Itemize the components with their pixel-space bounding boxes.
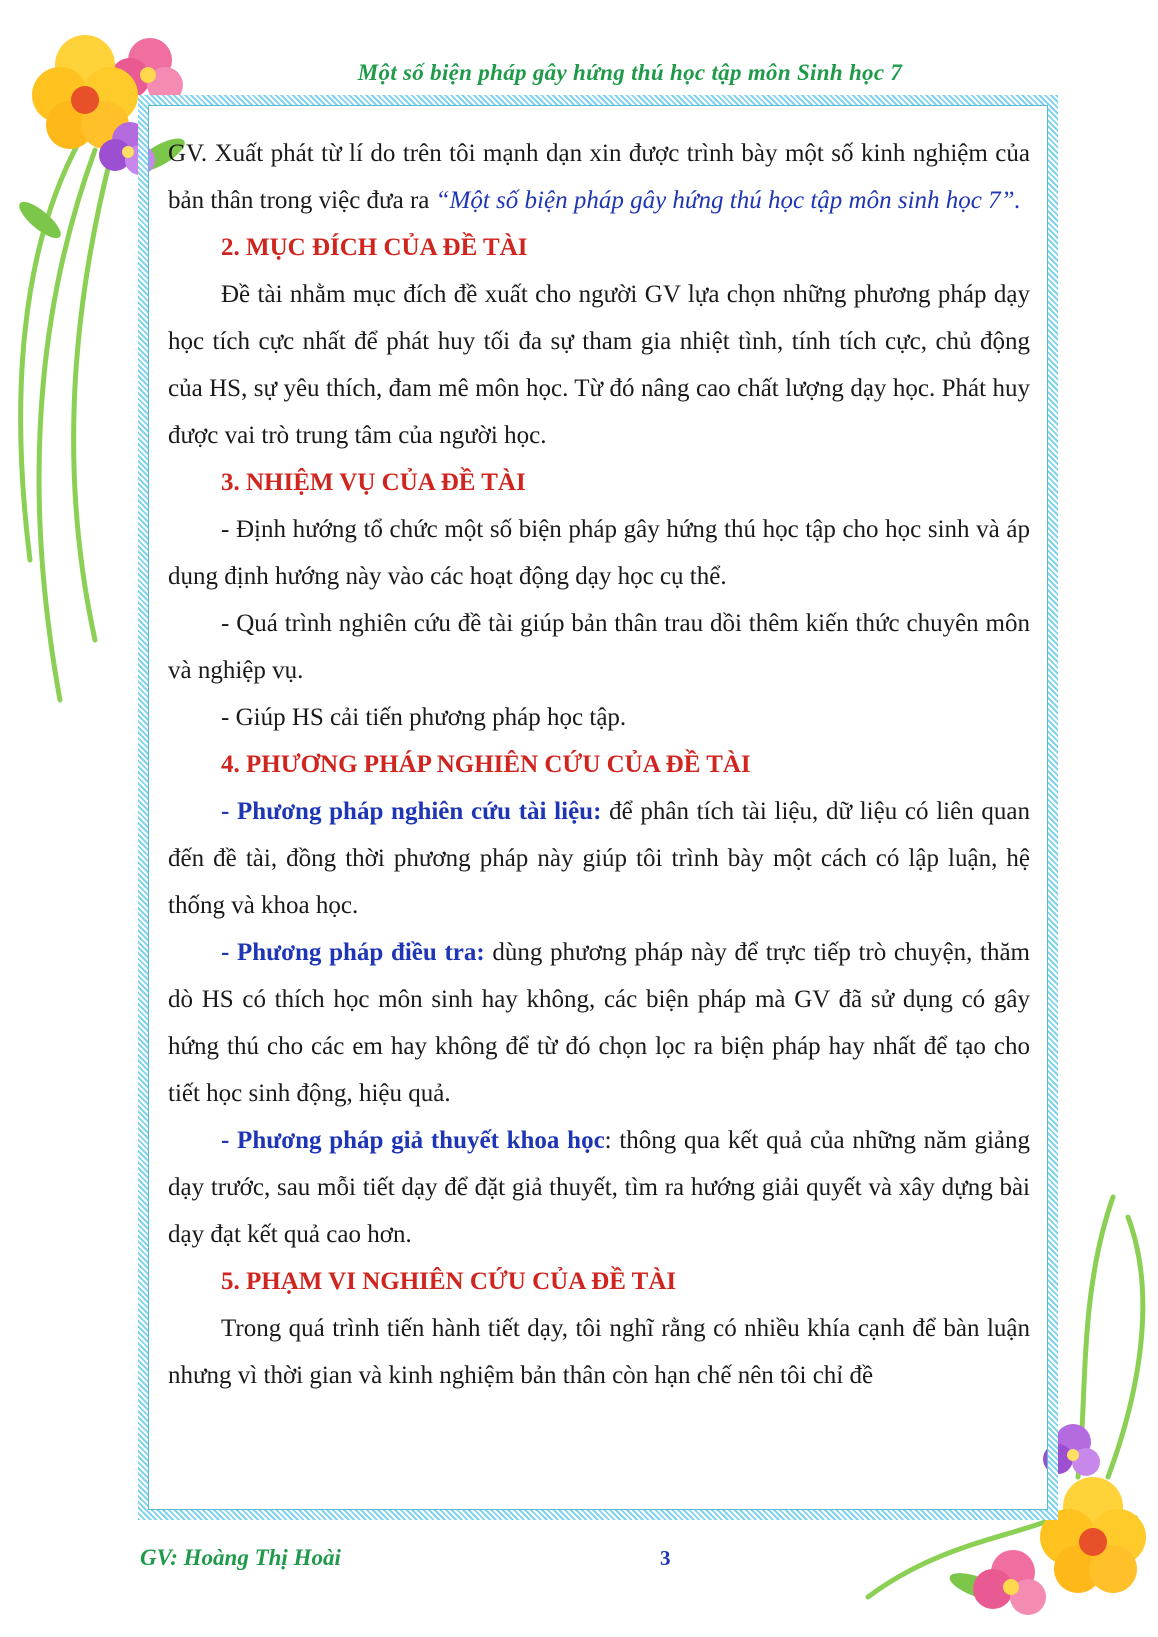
document-body [168, 130, 1030, 1399]
pink-flower-icon [973, 1550, 1046, 1615]
method-item: - Phương pháp nghiên cứu tài liệu: để phân tích tài liệu, dữ liệu có liên quan đến đề tài, đồng thời phương pháp này giúp tôi trình bày một cách có lập luận, hệ thống và khoa học. [168, 798, 1030, 919]
section-heading-scope: 5. PHẠM VI NGHIÊN CỨU CỦA ĐỀ TÀI [221, 1268, 677, 1295]
task-item: - Định hướng tổ chức một số biện pháp gây hứng thú học tập cho học sinh và áp dụng định hướng này vào các hoạt động dạy học cụ thể. [168, 516, 1030, 590]
section-heading-purpose: 2. MỤC ĐÍCH CỦA ĐỀ TÀI [221, 234, 528, 261]
task-item: - Quá trình nghiên cứu đề tài giúp bản thân trau dồi thêm kiến thức chuyên môn và nghiệp vụ. [168, 610, 1030, 684]
intro-paragraph: GV. Xuất phát từ lí do trên tôi mạnh dạn xin được trình bày một số kinh nghiệm của bản thân trong việc đưa ra “Một số biện pháp gây hứng thú học tập môn sinh học 7”. [168, 140, 1030, 214]
task-item: - Giúp HS cải tiến phương pháp học tập. [221, 704, 627, 731]
footer-author: GV: Hoàng Thị Hoài [140, 1545, 341, 1570]
method-label: - Phương pháp nghiên cứu tài liệu: [221, 798, 602, 825]
page-number: 3 [660, 1546, 671, 1570]
scope-paragraph: Trong quá trình tiến hành tiết dạy, tôi nghĩ rằng có nhiều khía cạnh để bàn luận nhưng vì thời gian và kinh nghiệm bản thân còn hạn chế nên tôi chỉ đề [168, 1315, 1030, 1389]
method-label: - Phương pháp giả thuyết khoa học [221, 1127, 605, 1154]
title-quote: “Một số biện pháp gây hứng thú học tập môn sinh học 7”. [435, 187, 1021, 214]
section-heading-tasks: 3. NHIỆM VỤ CỦA ĐỀ TÀI [221, 469, 526, 496]
method-item: - Phương pháp giả thuyết khoa học: thông qua kết quả của những năm giảng dạy trước, sau mỗi tiết dạy để đặt giả thuyết, tìm ra hướng giải quyết và xây dựng bài dạy đạt kết quả cao hơn. [168, 1127, 1030, 1248]
method-label: - Phương pháp điều tra: [221, 939, 485, 966]
header-title: Một số biện pháp gây hứng thú học tập môn Sinh học 7 [357, 60, 903, 85]
method-item: - Phương pháp điều tra: dùng phương pháp này để trực tiếp trò chuyện, thăm dò HS có thích học môn sinh hay không, các biện pháp mà GV đã sử dụng có gây hứng thú cho các em hay không để từ đó chọn lọc ra biện pháp hay nhất để tạo cho tiết học sinh động, hiệu quả. [168, 939, 1031, 1107]
section-heading-methods: 4. PHƯƠNG PHÁP NGHIÊN CỨU CỦA ĐỀ TÀI [221, 751, 751, 778]
purpose-paragraph: Đề tài nhằm mục đích đề xuất cho người GV lựa chọn những phương pháp dạy học tích cực nhất để phát huy tối đa sự tham gia nhiệt tình, tính tích cực, chủ động của HS, sự yêu thích, đam mê môn học. Từ đó nâng cao chất lượng dạy học. Phát huy được vai trò trung tâm của người học. [168, 281, 1030, 449]
